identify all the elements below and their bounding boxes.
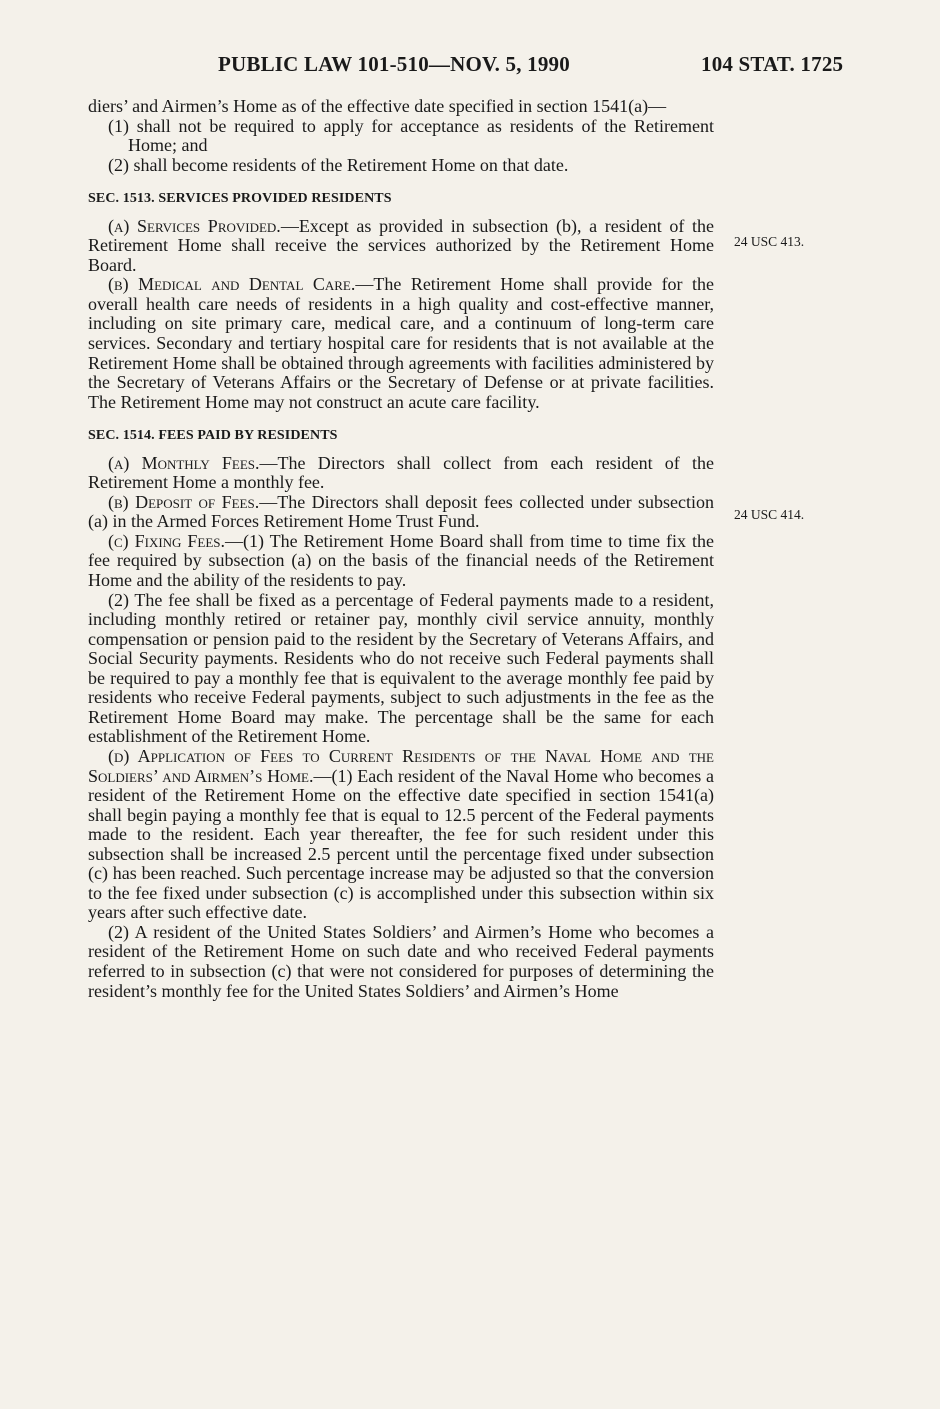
margin-note-usc-414: 24 USC 414. <box>734 507 805 522</box>
subsection-heading: (a) Services Provided. <box>108 215 281 236</box>
section-1513-a <box>88 217 714 276</box>
subsection-heading: (a) Monthly Fees. <box>108 452 260 473</box>
section-1514-d-2: (2) A resident of the United States Soldiers’ and Airmen’s Home who becomes a resident of the Retirement Home on such date and who received Federal payments referred to in subsection (c) that were not considered for purposes of determining the resident’s monthly fee for the United States Soldiers’ and Airmen’s Home <box>88 921 714 1001</box>
subsection-text: —Except as provided in subsection (b), a resident of the Retirement Home shall receive the services authorized by the Retirement Home Board. <box>88 215 714 275</box>
subsection-heading: (d) Application of Fees to Current Residents of the Naval Home and the Soldiers’ and Airmen’s Home. <box>88 745 714 786</box>
section-1513-heading: SEC. 1513. SERVICES PROVIDED RESIDENTS <box>88 191 392 207</box>
subsection-heading: (c) Fixing Fees. <box>108 530 226 551</box>
subsection-text: —The Directors shall collect from each resident of the Retirement Home a monthly fee. <box>88 452 714 493</box>
subsection-text: —The Retirement Home shall provide for the overall health care needs of residents in a high quality and cost-effective manner, including on site primary care, medical care, and a continuum of long-term care services. Secondary and tertiary hospital care for residents that is not available at the Retirement Home shall be obtained through agreements with facilities administered by the Secretary of Veterans Affairs or the Secretary of Defense or at private facilities. The Retirement Home may not construct an acute care facility. <box>88 274 714 412</box>
intro-lead: diers’ and Airmen’s Home as of the effective date specified in section 1541(a)— <box>88 96 667 116</box>
section-1513-b <box>88 275 714 412</box>
page-header <box>0 52 940 86</box>
subsection-text: —(1) The Retirement Home Board shall from time to time fix the fee required by subsection (a) on the basis of the financial needs of the Retirement Home and the ability of the residents to pay. <box>88 530 714 591</box>
section-1514-heading: SEC. 1514. FEES PAID BY RESIDENTS <box>88 428 338 444</box>
margin-note-usc-413: 24 USC 413. <box>734 234 805 249</box>
section-1514-c <box>88 532 714 591</box>
page-stat-number: 104 STAT. 1725 <box>701 52 844 76</box>
intro-item-2: (2) shall become residents of the Retirement Home on that date. <box>108 154 569 175</box>
section-1514-c-2: (2) The fee shall be fixed as a percentage of Federal payments made to a resident, including monthly retired or retainer pay, monthly civil service annuity, monthly compensation or pension paid to the resident by the Secretary of Veterans Affairs, and Social Security payments. Residents who do not receive such Federal payments shall be required to pay a monthly fee that is equivalent to the average monthly fee paid by residents who receive Federal payments, subject to such adjustments in the fee as the Retirement Home Board may make. The percentage shall be the same for each establishment of the Retirement Home. <box>88 589 714 747</box>
section-1514-b <box>88 493 714 532</box>
intro-item-1: (1) shall not be required to apply for acceptance as residents of the Retirement Home; and <box>108 115 714 156</box>
subsection-text: —(1) Each resident of the Naval Home who becomes a resident of the Retirement Home on the effective date specified in section 1541(a) shall begin paying a monthly fee that is equal to 12.5 percent of the Federal payments made to the resident. Each year thereafter, the fee for such resident under this subsection shall be increased 2.5 percent until the percentage fixed under subsection (c) has been reached. Such percentage increase may be adjusted so that the conversion to the fee fixed under subsection (c) is accomplished under this subsection within six years after such effective date. <box>88 765 715 923</box>
subsection-heading: (b) Deposit of Fees. <box>108 491 260 512</box>
subsection-text: —The Directors shall deposit fees collected under subsection (a) in the Armed Forces Retirement Home Trust Fund. <box>88 491 714 532</box>
section-1514-d <box>88 747 714 923</box>
section-1514-a <box>88 454 714 493</box>
document-body <box>88 97 714 1001</box>
page-title: PUBLIC LAW 101-510—NOV. 5, 1990 <box>218 52 570 76</box>
subsection-heading: (b) Medical and Dental Care. <box>108 274 356 295</box>
